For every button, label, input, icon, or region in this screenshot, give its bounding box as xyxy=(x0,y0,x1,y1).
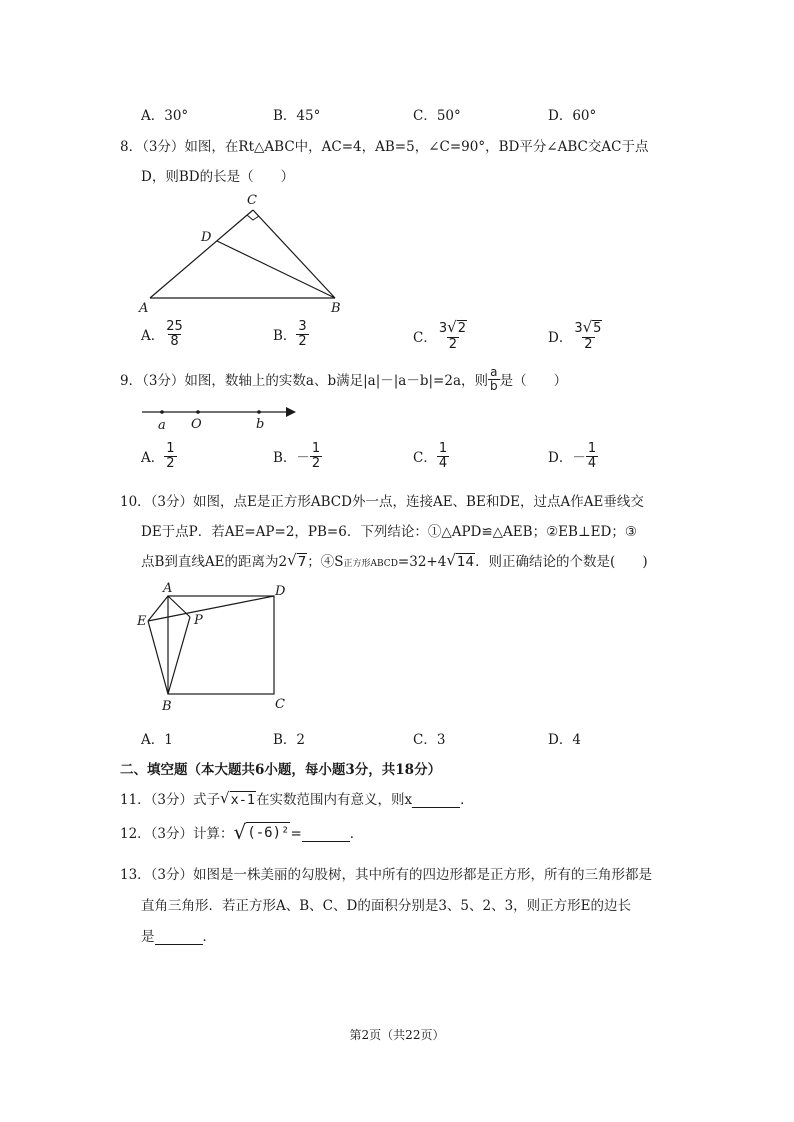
q8-option-d xyxy=(548,320,604,351)
q10-option-a: A．1 xyxy=(141,732,173,748)
answer-blank[interactable] xyxy=(412,795,460,808)
q9-option-c xyxy=(413,442,449,470)
numerator: 3 xyxy=(298,319,307,334)
numerator: a xyxy=(490,365,498,379)
option-label: A． xyxy=(141,328,165,345)
fraction xyxy=(586,442,598,470)
label-b: B xyxy=(162,699,172,714)
q8-stem-line2: D，则BD的长是（ ） xyxy=(141,169,295,185)
radical: √ 5 xyxy=(582,318,602,336)
q10-stem-line3 xyxy=(141,550,648,570)
fraction xyxy=(572,320,604,351)
fraction xyxy=(310,442,322,470)
q9-option-b xyxy=(273,442,322,470)
fraction xyxy=(296,320,308,348)
q9-stem xyxy=(120,366,567,392)
q7-option-a: A．30° xyxy=(141,108,189,124)
option-label: B． xyxy=(273,450,297,467)
label-d: D xyxy=(275,584,286,599)
q9-option-d xyxy=(548,442,598,470)
option-label: C． xyxy=(413,329,437,346)
q12-stem xyxy=(120,822,363,842)
segment-ac xyxy=(150,210,253,298)
stem-text-end: ． xyxy=(202,929,216,945)
denominator: 2 xyxy=(166,455,175,471)
point-o xyxy=(196,410,200,414)
q10-stem-line2: DE于点P．若AE=AP=2，PB=6．下列结论：①△APD≌△AEB；②EB⊥ED；③ xyxy=(141,524,637,540)
point-a xyxy=(160,410,164,414)
q7-option-c: C．50° xyxy=(413,108,461,124)
stem-text: 9．（3分）如图，数轴上的实数a、b满足|a|－|a－b|=2a，则 xyxy=(120,373,488,390)
label-a: a xyxy=(158,418,166,433)
minus-sign: － xyxy=(296,450,310,467)
q8-option-b xyxy=(273,320,309,348)
numerator: 1 xyxy=(166,441,175,456)
arrow-icon xyxy=(286,407,296,417)
page-footer: 第2页（共22页） xyxy=(349,1028,445,1042)
radicand: (-6)² xyxy=(246,822,290,842)
right-angle-mark xyxy=(247,215,259,220)
q10-option-d: D．4 xyxy=(548,732,581,748)
fraction xyxy=(437,320,469,351)
radicand: 5 xyxy=(593,321,602,336)
option-label: D． xyxy=(548,329,573,346)
fraction xyxy=(164,442,176,470)
q7-option-d: D．60° xyxy=(548,108,597,124)
radical: √ 7 xyxy=(287,550,307,570)
segment-pb xyxy=(168,617,190,694)
stem-text-end: 是（ ） xyxy=(499,373,568,390)
radicand: 2 xyxy=(457,321,466,336)
segment-eb xyxy=(148,621,168,694)
stem-text: ．则正确结论的个数是( ) xyxy=(475,554,648,570)
numerator: 1 xyxy=(311,441,321,456)
radical: √ 2 xyxy=(447,318,466,336)
denominator: 8 xyxy=(170,333,179,349)
q11-stem xyxy=(120,788,474,808)
q8-option-a xyxy=(141,320,185,348)
q13-stem-line2: 直角三角形．若正方形A、B、C、D的面积分别是3、5、2、3，则正方形E的边长 xyxy=(141,898,632,914)
stem-text: =32+4 xyxy=(397,554,447,570)
fraction xyxy=(164,320,185,348)
segment-bd xyxy=(217,241,335,298)
label-c: C xyxy=(247,193,257,208)
label-p: P xyxy=(194,613,203,628)
option-label: A． xyxy=(141,450,165,467)
denominator: b xyxy=(490,378,498,393)
label-b: B xyxy=(331,301,341,316)
stem-text: 点B到直线AE的距离为2 xyxy=(141,554,288,570)
denominator: 4 xyxy=(438,455,448,471)
label-o: O xyxy=(191,417,202,432)
segment-ed xyxy=(148,596,274,621)
label-d: D xyxy=(201,230,212,245)
coefficient: 3 xyxy=(438,321,448,336)
q10-option-b: B．2 xyxy=(273,732,306,748)
segment-cb xyxy=(253,210,335,298)
denominator: 2 xyxy=(448,336,458,352)
label-b: b xyxy=(256,417,265,432)
option-label: C． xyxy=(413,450,437,467)
radical: √ (-6)² xyxy=(233,820,290,844)
radical: √ 14 xyxy=(446,550,475,570)
segment-ap xyxy=(168,596,190,617)
q9-option-a xyxy=(141,442,177,470)
q10-option-c: C．3 xyxy=(413,732,446,748)
denominator: 2 xyxy=(311,455,321,471)
denominator: 2 xyxy=(298,333,307,349)
q8-triangle-figure xyxy=(135,188,350,318)
option-label: B． xyxy=(273,328,297,345)
q10-stem-line1: 10．（3分）如图，点E是正方形ABCD外一点，连接AE、BE和DE，过点A作AE垂线交 xyxy=(120,494,644,510)
label-c: C xyxy=(275,697,285,712)
fraction-a-over-b xyxy=(488,366,500,392)
answer-blank[interactable] xyxy=(155,932,203,945)
q8-option-c xyxy=(413,320,469,351)
stem-text: = xyxy=(290,826,302,842)
label-a: A xyxy=(163,581,173,596)
stem-text: 12．（3分）计算： xyxy=(120,826,234,842)
numerator: 1 xyxy=(438,441,448,456)
q10-square-figure xyxy=(133,580,293,715)
denominator: 4 xyxy=(587,455,597,471)
radical: √ x-1 xyxy=(220,788,255,808)
point-b xyxy=(257,410,261,414)
radicand: x-1 xyxy=(230,791,255,808)
minus-sign: － xyxy=(572,450,586,467)
section-2-heading: 二、填空题（本大题共6小题，每小题3分，共18分） xyxy=(120,762,442,778)
q9-number-line-figure xyxy=(140,402,300,434)
coefficient: 3 xyxy=(574,321,583,336)
numerator xyxy=(572,320,604,337)
subscript: 正方形ABCD xyxy=(343,559,398,569)
stem-text: ；④S xyxy=(307,554,344,570)
stem-text: 是 xyxy=(141,929,155,945)
option-label: D． xyxy=(548,450,573,467)
numerator: 1 xyxy=(587,441,597,456)
numerator xyxy=(437,320,469,337)
stem-text: 11．（3分）式子 xyxy=(120,792,221,808)
q13-stem-line1: 13．（3分）如图是一株美丽的勾股树，其中所有的四边形都是正方形，所有的三角形都是 xyxy=(120,867,653,883)
radicand: 14 xyxy=(456,553,475,570)
q7-option-b: B．45° xyxy=(273,108,321,124)
stem-text-end: ． xyxy=(349,826,364,842)
fraction xyxy=(437,442,449,470)
stem-text-end: ． xyxy=(460,792,474,808)
q8-stem-line1: 8．（3分）如图，在Rt△ABC中，AC=4，AB=5，∠C=90°，BD平分∠ABC交AC于点 xyxy=(120,139,649,155)
q13-stem-line3 xyxy=(141,925,216,945)
radicand: 7 xyxy=(297,553,307,570)
stem-text: 在实数范围内有意义，则x xyxy=(255,792,413,808)
label-a: A xyxy=(139,301,149,316)
numerator: 25 xyxy=(166,319,183,334)
denominator: 2 xyxy=(584,336,593,352)
answer-blank[interactable] xyxy=(302,829,350,842)
label-e: E xyxy=(137,614,147,629)
